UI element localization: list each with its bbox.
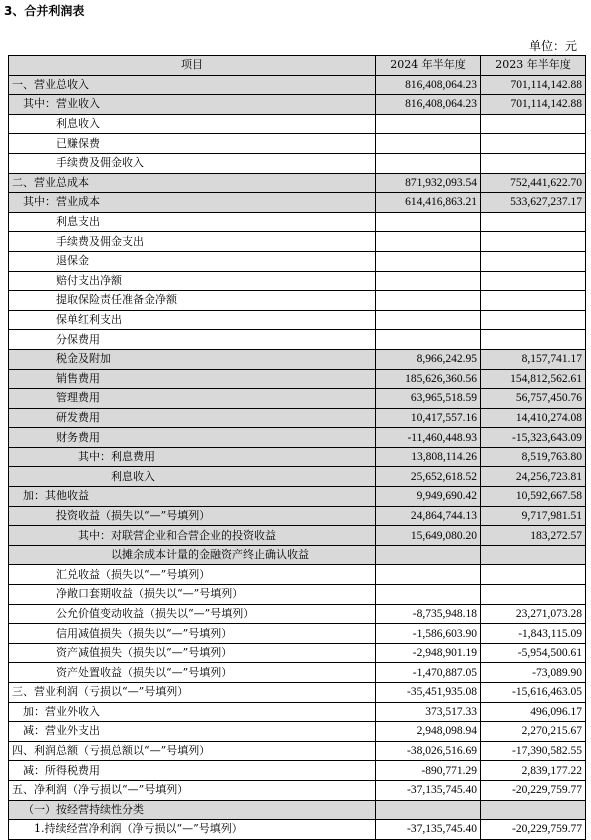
row-value-2023: -5,954,500.61 <box>481 643 586 663</box>
row-item-label: （一）按经营持续性分类 <box>9 800 376 820</box>
table-row <box>9 526 586 546</box>
row-item-label: 加：营业外收入 <box>9 702 376 722</box>
row-value-2024: 185,626,360.56 <box>376 369 481 389</box>
row-value-2024: -890,771.29 <box>376 761 481 781</box>
row-item-label: 其中：利息费用 <box>9 447 376 467</box>
table-header <box>9 56 586 76</box>
row-value-2023: 8,519,763.80 <box>481 447 586 467</box>
row-item-label: 研发费用 <box>9 408 376 428</box>
row-value-2024 <box>376 212 481 232</box>
row-value-2024: 2,948,098.94 <box>376 722 481 742</box>
row-value-2023: 24,256,723.81 <box>481 467 586 487</box>
row-value-2023: -20,229,759.77 <box>481 780 586 800</box>
table-row <box>9 565 586 585</box>
row-item-label: 已赚保费 <box>9 134 376 154</box>
row-value-2023 <box>481 212 586 232</box>
table-row <box>9 349 586 369</box>
table-row <box>9 408 586 428</box>
row-value-2023 <box>481 545 586 565</box>
row-value-2024 <box>376 114 481 134</box>
row-item-label: 净敞口套期收益（损失以“—”号填列） <box>9 585 376 605</box>
table-row <box>9 604 586 624</box>
row-value-2023 <box>481 232 586 252</box>
row-value-2023: 14,410,274.08 <box>481 408 586 428</box>
row-value-2023 <box>481 585 586 605</box>
row-value-2024: 25,652,618.52 <box>376 467 481 487</box>
row-value-2024: 816,408,064.23 <box>376 95 481 115</box>
row-item-label: 三、营业利润（亏损以“—”号填列） <box>9 683 376 703</box>
row-item-label: 手续费及佣金收入 <box>9 153 376 173</box>
table-row <box>9 487 586 507</box>
table-row <box>9 193 586 213</box>
row-value-2023: -15,323,643.09 <box>481 428 586 448</box>
row-value-2024: 24,864,744.13 <box>376 506 481 526</box>
table-row <box>9 643 586 663</box>
row-item-label: 资产处置收益（损失以“—”号填列） <box>9 663 376 683</box>
row-item-label: 1.持续经营净利润（净亏损以“—”号填列） <box>9 820 376 840</box>
row-value-2023: 533,627,237.17 <box>481 193 586 213</box>
table-row <box>9 291 586 311</box>
row-value-2024: -37,135,745.40 <box>376 820 481 840</box>
table-body <box>9 75 586 839</box>
row-item-label: 汇兑收益（损失以“—”号填列） <box>9 565 376 585</box>
row-item-label: 以摊余成本计量的金融资产终止确认收益 <box>9 545 376 565</box>
row-value-2024: -1,470,887.05 <box>376 663 481 683</box>
row-value-2023: 56,757,450.76 <box>481 389 586 409</box>
row-value-2024: -11,460,448.93 <box>376 428 481 448</box>
row-value-2023: 9,717,981.51 <box>481 506 586 526</box>
table-row <box>9 820 586 840</box>
header-row <box>9 56 586 76</box>
header-item: 项目 <box>9 56 376 76</box>
row-value-2023: 701,114,142.88 <box>481 75 586 95</box>
row-item-label: 退保金 <box>9 251 376 271</box>
row-value-2024: 15,649,080.20 <box>376 526 481 546</box>
row-value-2023: 8,157,741.17 <box>481 349 586 369</box>
row-item-label: 其中：对联营企业和合营企业的投资收益 <box>9 526 376 546</box>
row-item-label: 其中：营业收入 <box>9 95 376 115</box>
row-item-label: 减：所得税费用 <box>9 761 376 781</box>
table-row <box>9 95 586 115</box>
row-value-2023 <box>481 271 586 291</box>
row-value-2024: 8,966,242.95 <box>376 349 481 369</box>
row-item-label: 税金及附加 <box>9 349 376 369</box>
row-item-label: 分保费用 <box>9 330 376 350</box>
row-item-label: 利息支出 <box>9 212 376 232</box>
row-value-2024 <box>376 251 481 271</box>
row-value-2024: 9,949,690.42 <box>376 487 481 507</box>
row-value-2023 <box>481 291 586 311</box>
row-value-2023 <box>481 565 586 585</box>
row-value-2024 <box>376 585 481 605</box>
row-value-2024: -37,135,745.40 <box>376 780 481 800</box>
header-2024: 2024 年半年度 <box>376 56 481 76</box>
row-item-label: 二、营业总成本 <box>9 173 376 193</box>
row-value-2024: -8,735,948.18 <box>376 604 481 624</box>
row-value-2024 <box>376 565 481 585</box>
row-value-2024: 614,416,863.21 <box>376 193 481 213</box>
table-row <box>9 310 586 330</box>
table-row <box>9 467 586 487</box>
row-item-label: 公允价值变动收益（损失以“—”号填列） <box>9 604 376 624</box>
table-row <box>9 585 586 605</box>
table-row <box>9 447 586 467</box>
table-row <box>9 428 586 448</box>
row-item-label: 投资收益（损失以“—”号填列） <box>9 506 376 526</box>
row-value-2024 <box>376 291 481 311</box>
row-value-2023: 154,812,562.61 <box>481 369 586 389</box>
table-row <box>9 369 586 389</box>
document-title: 3、合并利润表 <box>4 4 85 18</box>
row-value-2023: -1,843,115.09 <box>481 624 586 644</box>
row-value-2024 <box>376 232 481 252</box>
table-row <box>9 389 586 409</box>
row-item-label: 手续费及佣金支出 <box>9 232 376 252</box>
row-value-2024: 13,808,114.26 <box>376 447 481 467</box>
table-row <box>9 741 586 761</box>
row-value-2023: 496,096.17 <box>481 702 586 722</box>
row-value-2024 <box>376 153 481 173</box>
row-item-label: 财务费用 <box>9 428 376 448</box>
row-item-label: 一、营业总收入 <box>9 75 376 95</box>
table-row <box>9 271 586 291</box>
row-value-2024: -2,948,901.19 <box>376 643 481 663</box>
row-value-2023: 23,271,073.28 <box>481 604 586 624</box>
table-row <box>9 545 586 565</box>
row-item-label: 资产减值损失（损失以“—”号填列） <box>9 643 376 663</box>
table-row <box>9 702 586 722</box>
table-row <box>9 330 586 350</box>
table-row <box>9 114 586 134</box>
table-row <box>9 134 586 154</box>
table-row <box>9 212 586 232</box>
row-item-label: 利息收入 <box>9 114 376 134</box>
row-value-2024: -38,026,516.69 <box>376 741 481 761</box>
row-value-2024 <box>376 330 481 350</box>
row-item-label: 赔付支出净额 <box>9 271 376 291</box>
row-value-2023: 10,592,667.58 <box>481 487 586 507</box>
row-item-label: 保单红利支出 <box>9 310 376 330</box>
row-value-2024: 10,417,557.16 <box>376 408 481 428</box>
row-value-2023 <box>481 114 586 134</box>
row-item-label: 其中：营业成本 <box>9 193 376 213</box>
header-2023: 2023 年半年度 <box>481 56 586 76</box>
table-row <box>9 800 586 820</box>
row-value-2024: -35,451,935.08 <box>376 683 481 703</box>
table-row <box>9 624 586 644</box>
table-row <box>9 75 586 95</box>
currency-unit: 单位：元 <box>528 39 577 53</box>
row-value-2023 <box>481 330 586 350</box>
row-value-2024 <box>376 310 481 330</box>
row-value-2023 <box>481 153 586 173</box>
row-value-2023 <box>481 800 586 820</box>
row-item-label: 利息收入 <box>9 467 376 487</box>
row-value-2024: 63,965,518.59 <box>376 389 481 409</box>
table-row <box>9 722 586 742</box>
table-row <box>9 506 586 526</box>
table-row <box>9 153 586 173</box>
row-value-2023: 2,270,215.67 <box>481 722 586 742</box>
row-value-2024 <box>376 134 481 154</box>
table-row <box>9 251 586 271</box>
row-value-2024: 373,517.33 <box>376 702 481 722</box>
table-row <box>9 232 586 252</box>
table-row <box>9 683 586 703</box>
row-item-label: 销售费用 <box>9 369 376 389</box>
row-value-2023 <box>481 310 586 330</box>
row-value-2023: -73,089.90 <box>481 663 586 683</box>
table-row <box>9 663 586 683</box>
row-value-2023: -17,390,582.55 <box>481 741 586 761</box>
row-item-label: 四、利润总额（亏损总额以“—”号填列） <box>9 741 376 761</box>
row-item-label: 五、净利润（净亏损以“—”号填列） <box>9 780 376 800</box>
row-item-label: 信用减值损失（损失以“—”号填列） <box>9 624 376 644</box>
row-item-label: 管理费用 <box>9 389 376 409</box>
row-value-2023 <box>481 134 586 154</box>
row-value-2023: -20,229,759.77 <box>481 820 586 840</box>
row-value-2024: 871,932,093.54 <box>376 173 481 193</box>
row-value-2024: -1,586,603.90 <box>376 624 481 644</box>
row-item-label: 加：其他收益 <box>9 487 376 507</box>
row-value-2023: 752,441,622.70 <box>481 173 586 193</box>
income-statement-table <box>8 55 586 840</box>
row-value-2024: 816,408,064.23 <box>376 75 481 95</box>
row-value-2023: -15,616,463.05 <box>481 683 586 703</box>
row-value-2024 <box>376 800 481 820</box>
row-value-2024 <box>376 545 481 565</box>
table-row <box>9 173 586 193</box>
row-value-2023: 2,839,177.22 <box>481 761 586 781</box>
table-row <box>9 761 586 781</box>
row-value-2023: 183,272.57 <box>481 526 586 546</box>
row-value-2023: 701,114,142.88 <box>481 95 586 115</box>
row-item-label: 提取保险责任准备金净额 <box>9 291 376 311</box>
table-row <box>9 780 586 800</box>
row-value-2023 <box>481 251 586 271</box>
row-item-label: 减：营业外支出 <box>9 722 376 742</box>
row-value-2024 <box>376 271 481 291</box>
